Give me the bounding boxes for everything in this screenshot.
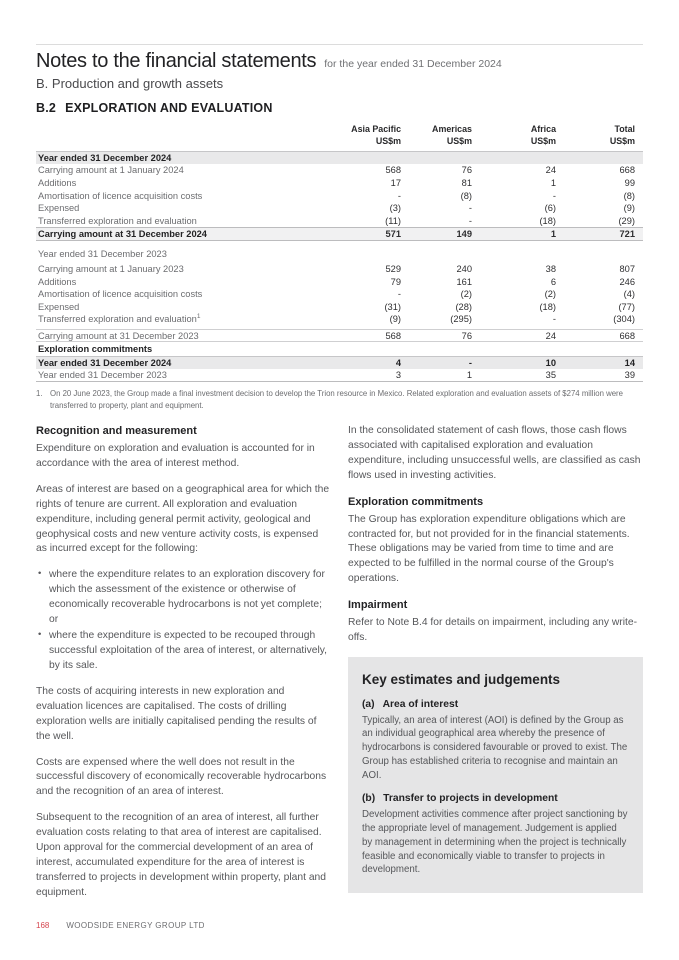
footnote-text: On 20 June 2023, the Group made a final investment decision to develop the Trion resource in Mexico. Related exploration and evaluation assets of $274 million were transferred to property, plant and equipment.	[50, 389, 623, 411]
cell-value: -	[468, 215, 472, 226]
cell-value: (6)	[544, 203, 556, 214]
row-label: Additions	[38, 178, 77, 189]
row-label-text: Transferred exploration and evaluation	[38, 314, 197, 325]
cell-value: 6	[550, 276, 556, 287]
cell-value: 1	[466, 369, 472, 380]
key-box-item	[362, 698, 629, 783]
key-box-item	[362, 792, 629, 877]
cell-value: -	[468, 357, 472, 368]
cell-value: 79	[390, 276, 401, 287]
table-row-commitments-2023	[36, 369, 643, 382]
row-label: Expensed	[38, 301, 80, 312]
column-name: Americas	[432, 124, 472, 134]
column-unit: US$m	[530, 135, 556, 146]
cell-value: 76	[461, 165, 472, 176]
column-unit: US$m	[375, 135, 401, 146]
paragraph: In the consolidated statement of cash flows, those cash flows associated with capitalised exploration and evaluation expenditure, including unsuccessful wells, are classified as cash flows used in investing activities.	[348, 425, 641, 481]
column-name: Asia Pacific	[351, 124, 401, 134]
row-label: Additions	[38, 276, 77, 287]
cell-value: 149	[456, 228, 472, 239]
table-section-row-2024	[36, 151, 643, 164]
title-line	[36, 50, 643, 73]
cell-value: 14	[624, 357, 635, 368]
cell-value: 246	[619, 276, 635, 287]
paragraph: Expenditure on exploration and evaluation is accounted for in accordance with the area of interest method.	[36, 442, 315, 469]
cell-value: 668	[619, 165, 635, 176]
row-label: Carrying amount at 1 January 2023	[38, 264, 184, 275]
table-footnote	[36, 388, 643, 412]
table-row	[36, 215, 643, 228]
key-item-heading	[362, 698, 629, 713]
row-label: Transferred exploration and evaluation	[38, 215, 197, 226]
cell-value: 240	[456, 264, 472, 275]
cell-value: (8)	[623, 190, 635, 201]
row-label: Year ended 31 December 2023	[38, 369, 167, 380]
cell-value: 76	[461, 330, 472, 341]
impairment-heading: Impairment	[348, 599, 408, 612]
row-label	[36, 314, 329, 324]
column-header	[329, 124, 409, 147]
cell-value: 668	[619, 330, 635, 341]
cell-value: 81	[461, 178, 472, 189]
cell-value: (2)	[544, 289, 556, 300]
cell-value: (31)	[384, 301, 401, 312]
cell-value: 35	[545, 369, 556, 380]
table-row-commitments-2024	[36, 356, 643, 369]
column-unit: US$m	[609, 135, 635, 146]
key-item-heading	[362, 792, 629, 807]
cell-value: (8)	[460, 190, 472, 201]
row-label: Year ended 31 December 2024	[38, 357, 172, 368]
left-column	[36, 424, 331, 912]
column-header	[564, 124, 643, 147]
cell-value: 1	[550, 178, 556, 189]
footnote-marker: 1.	[36, 389, 43, 399]
cell-value: 568	[385, 330, 401, 341]
table-row	[36, 301, 643, 314]
cell-value: (304)	[613, 314, 635, 325]
cell-value: -	[397, 190, 401, 201]
company-name: WOODSIDE ENERGY GROUP LTD	[66, 921, 205, 930]
cell-value: 10	[545, 357, 556, 368]
cell-value: 39	[624, 369, 635, 380]
row-label: Expensed	[38, 203, 80, 214]
table-row	[36, 202, 643, 215]
page-subtitle: for the year ended 31 December 2024	[324, 58, 502, 70]
key-item-body: Development activities commence after project sanctioning by the appropriate level of management. Judgement is applied by management in determining when the project is technically feasible and economically viable to transfer to projects in development.	[362, 809, 628, 876]
cell-value: 17	[390, 178, 401, 189]
cell-value: 24	[545, 165, 556, 176]
cell-value: (77)	[618, 301, 635, 312]
column-header	[409, 124, 480, 147]
note-title: EXPLORATION AND EVALUATION	[65, 101, 273, 115]
table-row	[36, 313, 643, 326]
key-box-title: Key estimates and judgements	[362, 672, 561, 688]
key-estimates-box	[348, 657, 643, 893]
key-item-id: (a)	[362, 698, 375, 710]
cell-value: 4	[395, 357, 401, 368]
table-row	[36, 189, 643, 202]
key-item-body: Typically, an area of interest (AOI) is defined by the Group as an individual geographical area whereby the presence of hydrocarbons is considered favourable or proved to exist. The Group has established criteria to recognise and maintain an AOI.	[362, 714, 628, 781]
cell-value: (18)	[539, 215, 556, 226]
cell-value: (9)	[623, 203, 635, 214]
cell-value: 807	[619, 264, 635, 275]
key-item-title: Area of interest	[382, 698, 459, 710]
paragraph: The costs of acquiring interests in new exploration and evaluation licences are capitalised. The costs of drilling exploration wells are initially capitalised pending the results of the well.	[36, 685, 317, 742]
commitments-heading: Exploration commitments	[348, 495, 484, 508]
exploration-evaluation-table	[36, 124, 643, 412]
cell-value: 3	[395, 369, 401, 380]
paragraph: Refer to Note B.4 for details on impairment, including any write-offs.	[348, 617, 638, 644]
paragraph: The Group has exploration expenditure obligations which are contracted for, but not provided for in the financial statements. These obligations may be varied from time to time and are expected to be fulfilled in the normal course of the Group's operations.	[348, 513, 630, 585]
cell-value: -	[468, 203, 472, 214]
table-section-row-2023	[36, 247, 643, 261]
footnote-reference: 1	[196, 313, 201, 321]
cell-value: (29)	[618, 215, 635, 226]
row-label: Carrying amount at 31 December 2023	[38, 330, 199, 341]
paragraph: Costs are expensed where the well does not result in the successful discovery of economically recoverable hydrocarbons and the recognition of an area of interest.	[36, 756, 327, 798]
bullet-item: • where the expenditure is expected to be recouped through successful exploitation of the area of interest, or alternatively, by its sale.	[36, 629, 331, 674]
section-label: Year ended 31 December 2023	[38, 248, 167, 259]
recognition-heading: Recognition and measurement	[36, 425, 197, 437]
body-columns	[36, 424, 643, 912]
cell-value: (18)	[539, 301, 556, 312]
table-row	[36, 288, 643, 301]
paragraph: Areas of interest are based on a geographical area for which the rights of tenure are current. All exploration and evaluation expenditure, including general permit activity, geological and geophysical costs and new venture activity costs, is expensed as incurred except for the following:	[36, 483, 330, 555]
cell-value: (295)	[450, 314, 472, 325]
page-footer	[36, 921, 205, 930]
note-heading	[36, 101, 273, 115]
section-breadcrumb: B. Production and growth assets	[36, 76, 224, 91]
table-total-row-2023	[36, 329, 643, 343]
cell-value: (28)	[455, 301, 472, 312]
row-label: Carrying amount at 1 January 2024	[38, 165, 184, 176]
cell-value: 161	[456, 276, 472, 287]
table-row	[36, 263, 643, 276]
cell-value: (3)	[389, 203, 401, 214]
table-header-row	[36, 124, 643, 151]
cell-value: -	[552, 314, 556, 325]
page-title: Notes to the financial statements	[36, 50, 317, 72]
cell-value: 99	[624, 178, 635, 189]
cell-value: 721	[619, 228, 635, 239]
cell-value: 38	[545, 264, 556, 275]
cell-value: (2)	[460, 289, 472, 300]
cell-value: (9)	[389, 314, 401, 325]
cell-value: 529	[385, 264, 401, 275]
table-row	[36, 275, 643, 288]
table-total-row-2024	[36, 227, 643, 241]
row-label: Amortisation of licence acquisition costs	[38, 289, 203, 300]
row-label: Amortisation of licence acquisition costs	[38, 190, 203, 201]
cell-value: (4)	[623, 289, 635, 300]
column-name: Total	[614, 124, 635, 134]
table-row	[36, 164, 643, 177]
section-label: Year ended 31 December 2024	[38, 153, 172, 164]
column-unit: US$m	[446, 135, 472, 146]
bullet-list	[36, 568, 331, 673]
cell-value: (11)	[385, 215, 401, 226]
section-label: Exploration commitments	[38, 344, 153, 354]
page-number: 168	[36, 921, 50, 930]
key-item-id: (b)	[362, 793, 376, 805]
row-label: Carrying amount at 31 December 2024	[38, 228, 207, 239]
cell-value: -	[397, 289, 401, 300]
right-column	[348, 424, 643, 912]
cell-value: 568	[385, 165, 401, 176]
cell-value: -	[552, 190, 556, 201]
top-rule	[36, 44, 643, 45]
key-item-title: Transfer to projects in development	[383, 793, 558, 805]
table-section-row-commitments	[36, 342, 643, 355]
cell-value: 24	[545, 330, 556, 341]
column-name: Africa	[530, 124, 556, 134]
paragraph: Subsequent to the recognition of an area of interest, all further evaluation costs relating to that area of interest are capitalised. Upon approval for the commercial development of an area of interest, accumulated expenditure for the area of interest is transferred to projects in development within property, plant and equipment.	[36, 812, 326, 898]
bullet-item: • where the expenditure relates to an exploration discovery for which the assessment of the existence or otherwise of economically recoverable hydrocarbons is not yet complete; or	[36, 568, 331, 628]
column-header	[480, 124, 564, 147]
page-header	[36, 50, 643, 91]
table-row	[36, 177, 643, 190]
cell-value: 1	[550, 228, 556, 239]
cell-value: 571	[385, 228, 401, 239]
note-id: B.2	[36, 101, 57, 115]
